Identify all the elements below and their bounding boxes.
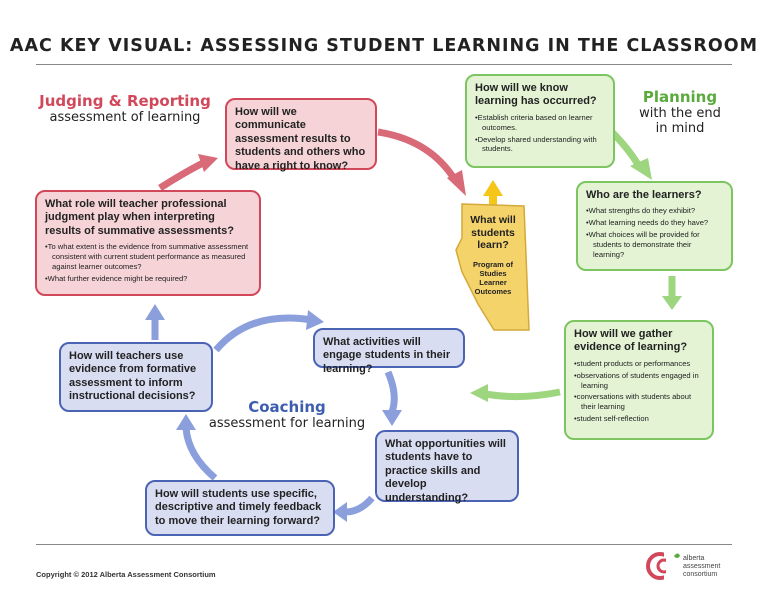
center-note-1: Program of Studies: [472, 259, 513, 278]
feedback-question: How will students use specific, descriptive and timely feedback to move their learning forward?: [155, 488, 322, 527]
arrow-green-3-head: [470, 384, 488, 402]
know-learning-bullet: • Establish criteria based on learner outcomes.: [475, 113, 605, 133]
arrow-blue-1: [216, 318, 312, 350]
planning-heading: Planning: [642, 88, 718, 106]
teacher-role-question: What role will teacher professional judgment play when interpreting results of summative assessments?: [45, 198, 234, 237]
gather-question: How will we gather evidence of learning?: [574, 328, 688, 354]
logo-line-1: alberta: [683, 555, 705, 562]
coaching-sub: assessment for learning: [208, 416, 366, 431]
gather-bullet: • student self-reflection: [574, 414, 704, 424]
arrow-blue-1-head: [306, 310, 324, 330]
logo-line-3: consortium: [683, 571, 718, 578]
learners-bullet: • What learning needs do they have?: [586, 218, 723, 228]
opportunities-question: What opportunities will students have to practice skills and develop understanding?: [385, 438, 506, 504]
center-question: What will students learn?: [470, 214, 516, 252]
arrow-red-2-head: [198, 154, 218, 172]
bottom-divider: [36, 544, 732, 545]
arrow-blue-2-head: [382, 410, 402, 426]
arrow-blue-3: [345, 498, 372, 512]
aac-logo-icon: [646, 550, 682, 582]
arrow-green-3: [485, 392, 560, 397]
arrow-red-1: [378, 132, 455, 180]
arrow-green-2-head: [662, 296, 682, 310]
logo-text: [683, 555, 720, 579]
planning-sub2: in mind: [655, 121, 705, 136]
learners-bullet: • What strengths do they exhibit?: [586, 206, 723, 216]
judging-label: [36, 92, 214, 125]
gather-bullet: • conversations with students about their learning: [574, 392, 704, 412]
arrow-blue-4: [186, 428, 215, 478]
learners-question: Who are the learners?: [586, 189, 702, 201]
gather-box: [564, 320, 714, 440]
planning-label: [620, 88, 740, 136]
center-note-2: Learner Outcomes: [474, 277, 512, 296]
formative-box: [59, 342, 213, 412]
formative-question: How will teachers use evidence from formative assessment to inform instructional decisions?: [69, 350, 197, 403]
activities-box: [313, 328, 465, 375]
communicate-box: [225, 98, 377, 170]
page-title: AAC KEY VISUAL: ASSESSING STUDENT LEARNING IN THE CLASSROOM: [9, 36, 759, 56]
learners-bullet: • What choices will be provided for students to demonstrate their learning?: [586, 230, 723, 260]
arrow-yellow-head: [483, 180, 503, 196]
judging-heading: Judging & Reporting: [39, 92, 211, 110]
arrow-blue-2: [388, 372, 394, 412]
arrow-blue-4-head: [176, 414, 196, 430]
feedback-box: [145, 480, 335, 536]
logo-line-2: assessment: [683, 563, 721, 570]
center-text: [462, 214, 524, 296]
arrow-blue-3-head: [333, 502, 347, 522]
gather-bullet: • observations of students engaged in learning: [574, 371, 704, 391]
arrow-red-2: [160, 162, 205, 188]
communicate-question: How will we communicate assessment results to students and others who have a right to know?: [235, 106, 366, 172]
know-learning-question: How will we know learning has occurred?: [475, 82, 597, 108]
teacher-role-bullet: • What further evidence might be required?: [45, 274, 251, 284]
teacher-role-box: [35, 190, 261, 296]
know-learning-bullet: • Develop shared understanding with students.: [475, 135, 605, 155]
copyright-text: Copyright © 2012 Alberta Assessment Consortium: [36, 570, 216, 579]
opportunities-box: [375, 430, 519, 502]
judging-sub: assessment of learning: [49, 110, 201, 125]
teacher-role-bullet: • To what extent is the evidence from summative assessment consistent with current student performance as measured against learner outcomes?: [45, 242, 251, 272]
coaching-heading: Coaching: [248, 398, 326, 416]
planning-sub1: with the end: [639, 106, 721, 121]
gather-bullet: • student products or performances: [574, 359, 704, 369]
learners-box: [576, 181, 733, 271]
activities-question: What activities will engage students in their learning?: [323, 336, 451, 375]
arrow-blue-5-head: [145, 304, 165, 320]
coaching-label: [205, 398, 369, 431]
know-learning-box: [465, 74, 615, 168]
